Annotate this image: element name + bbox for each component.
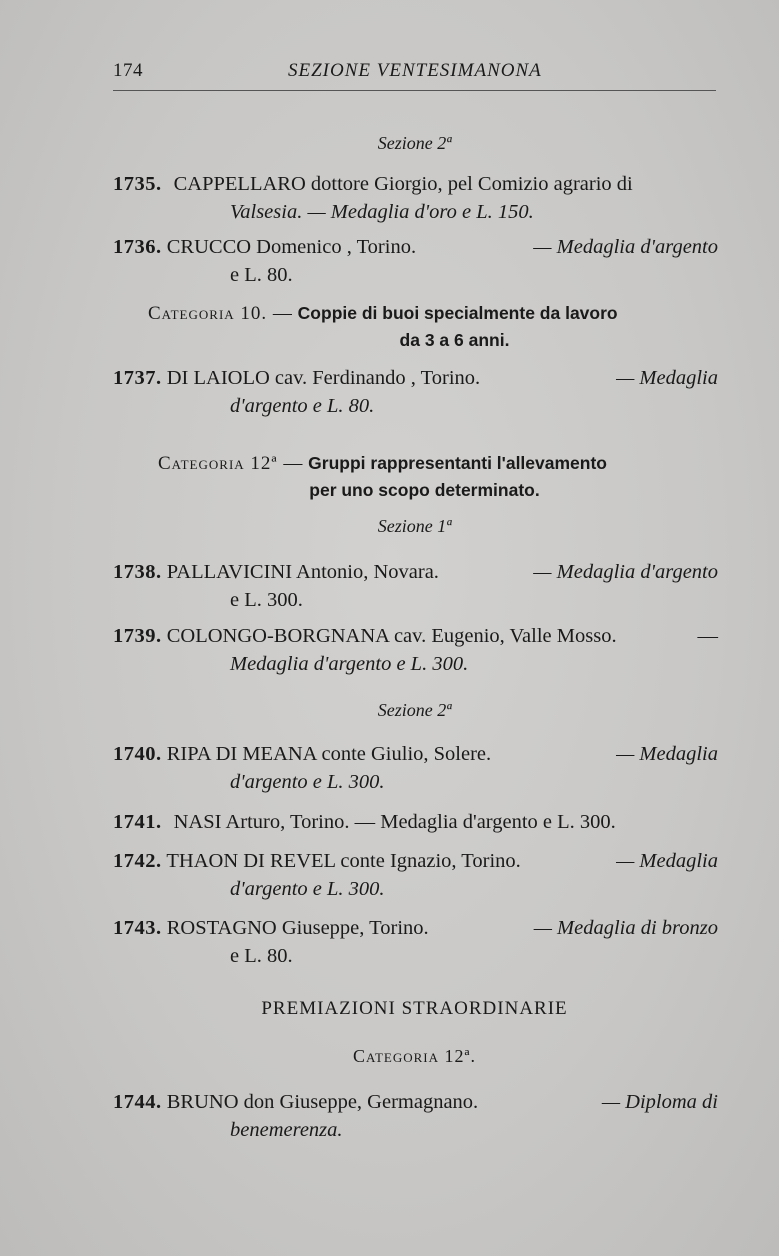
entry-continuation: d'argento e L. 80. [230,395,375,417]
entry-continuation: e L. 300. [230,589,303,611]
entry-continuation: Medaglia d'argento e L. 300. [230,653,469,675]
entry-continuation: e L. 80. [230,264,293,286]
entry-text: CAPPELLARO dottore Giorgio, pel Comizio agrario di [173,173,633,195]
entry-continuation: Valsesia. — Medaglia d'oro e L. 150. [230,201,534,223]
entry-award: — Medaglia d'argento [533,236,718,258]
section-heading: Sezione 2ª [377,133,452,153]
entry-text: THAON DI REVEL conte Ignazio, Torino. [166,850,521,872]
entry-award: — Medaglia [616,850,718,872]
category-label: Categoria 10. — [148,303,293,324]
entry-number: 1737. [113,367,162,389]
entry-number: 1743. [113,917,162,939]
entry-text: PALLAVICINI Antonio, Novara. [166,561,439,583]
entry-number: 1744. [113,1091,162,1113]
entry-award: — Medaglia di bronzo [533,917,718,939]
entry-award: — Diploma di [601,1091,718,1113]
entry-text: BRUNO don Giuseppe, Germagnano. [166,1091,479,1113]
entry-number: 1740. [113,743,162,765]
entry-number: 1741. [113,811,162,833]
entry-1739 [113,622,718,678]
category-title-cont: da 3 a 6 anni. [399,330,510,350]
special-awards-heading: PREMIAZIONI STRAORDINARIE [261,998,568,1019]
entry-award: — Medaglia [616,367,718,389]
category-label: Categoria 12ª — [158,453,304,474]
entry-1741 [113,808,718,836]
section-heading: Sezione 1ª [377,516,452,536]
entry-continuation: e L. 80. [230,945,293,967]
entry-continuation: d'argento e L. 300. [230,771,385,793]
entry-continuation: benemerenza. [230,1119,343,1141]
entry-number: 1742. [113,850,162,872]
category-title: Gruppi rappresentanti l'allevamento [308,453,607,473]
running-title: SEZIONE VENTESIMANONA [288,60,542,81]
category-12-heading [113,450,716,503]
category-title-cont: per uno scopo determinato. [309,480,540,500]
entry-award: — Medaglia [616,743,718,765]
entry-text: CRUCCO Domenico , Torino. [166,236,417,258]
section-heading: Sezione 2ª [377,700,452,720]
entry-1744 [113,1088,718,1144]
entry-text: ROSTAGNO Giuseppe, Torino. [166,917,429,939]
entry-1736 [113,233,718,289]
page-header [113,60,716,91]
entry-award: — [697,625,718,647]
category-title: Coppie di buoi specialmente da lavoro [297,303,618,323]
entry-1743 [113,914,718,970]
entry-1742 [113,847,718,903]
entry-text: DI LAIOLO cav. Ferdinando , Torino. [166,367,481,389]
entry-number: 1738. [113,561,162,583]
entry-text: COLONGO-BORGNANA cav. Eugenio, Valle Mosso. [166,625,617,647]
entry-1738 [113,558,718,614]
entry-continuation: d'argento e L. 300. [230,878,385,900]
entry-award: — Medaglia d'argento [533,561,718,583]
entry-number: 1736. [113,236,162,258]
entry-text: NASI Arturo, Torino. — Medaglia d'argento e L. 300. [173,811,616,833]
entry-number: 1735. [113,173,162,195]
category-10-heading [113,300,716,353]
entry-1735 [113,170,718,226]
entry-1740 [113,740,718,796]
page-number: 174 [113,60,143,81]
entry-1737 [113,364,718,420]
entry-number: 1739. [113,625,162,647]
entry-text: RIPA DI MEANA conte Giulio, Solere. [166,743,492,765]
category-heading: Categoria 12ª. [353,1046,476,1066]
